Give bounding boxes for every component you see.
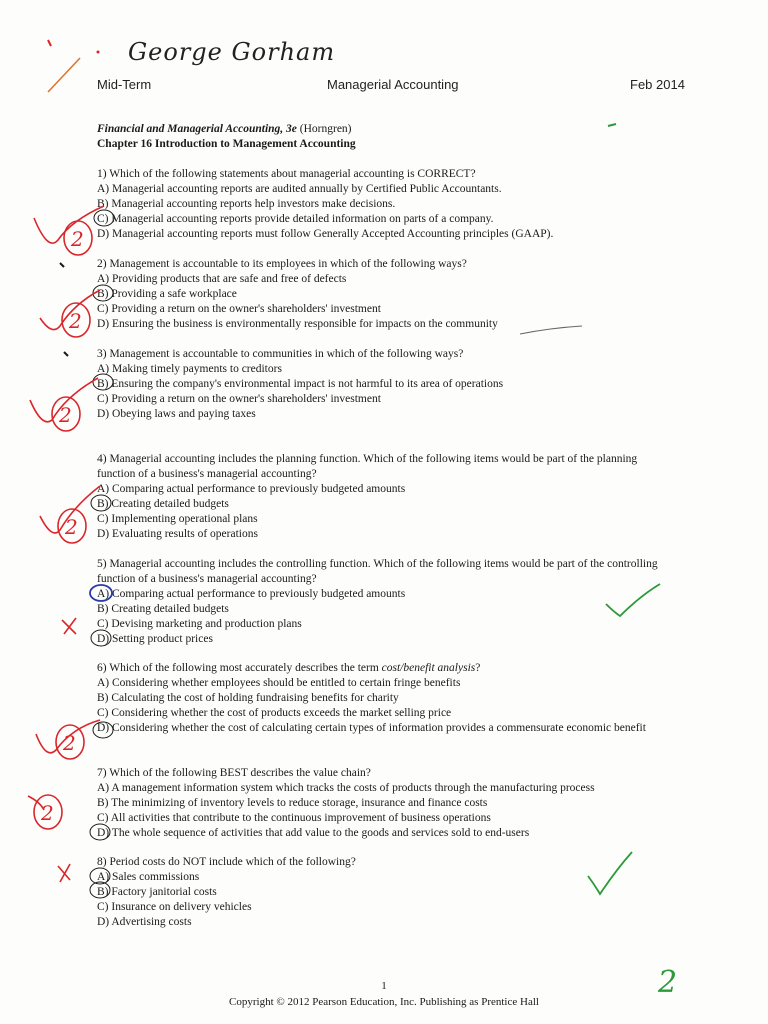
- answer-circle: [94, 210, 114, 226]
- stray-mark: [48, 40, 51, 46]
- option-a: A) A management information system which tracks the costs of products through the manufacturing process: [97, 782, 595, 794]
- stem-term: cost/benefit analysis: [381, 662, 476, 674]
- option-a: A) Sales commissions: [97, 871, 200, 883]
- question-stem: 5) Managerial accounting includes the controlling function. Which of the following items would be part of the controlling function of a business's managerial accounting?: [97, 558, 658, 585]
- green-check-icon: [588, 852, 632, 894]
- answer-circle: [90, 824, 110, 840]
- option-c: C) Managerial accounting reports provide detailed information on parts of a company.: [97, 213, 494, 225]
- header-left: Mid-Term: [97, 77, 152, 92]
- option-a: A) Comparing actual performance to previously budgeted amounts: [97, 588, 406, 600]
- question-stem: 3) Management is accountable to communities in which of the following ways?: [97, 348, 464, 360]
- option-c: C) Implementing operational plans: [97, 513, 258, 525]
- question-stem: 2) Management is accountable to its employees in which of the following ways?: [97, 258, 467, 270]
- option-c: C) Insurance on delivery vehicles: [97, 901, 252, 913]
- option-a: A) Managerial accounting reports are audited annually by Certified Public Accountants.: [97, 183, 502, 195]
- score-digit: 2: [41, 801, 54, 825]
- option-b: B) Creating detailed budgets: [97, 603, 229, 615]
- option-c: C) All activities that contribute to the continuous improvement of business operations: [97, 812, 491, 824]
- option-c: C) Providing a return on the owner's shareholders' investment: [97, 393, 381, 405]
- tick-icon: [64, 352, 68, 356]
- option-b: B) Creating detailed budgets: [97, 498, 229, 510]
- option-a: A) Providing products that are safe and free of defects: [97, 273, 347, 285]
- answer-circle: [91, 630, 111, 646]
- book-title: Financial and Managerial Accounting, 3e: [97, 123, 297, 135]
- answer-circle: [93, 374, 113, 390]
- score-digit: 2: [63, 731, 76, 755]
- tick-icon: [60, 263, 64, 267]
- stem-text: 6) Which of the following most accurately describes the term: [97, 662, 382, 674]
- option-d: D) Ensuring the business is environmentally responsible for impacts on the community: [97, 318, 498, 330]
- option-b: B) Ensuring the company's environmental impact is not harmful to its area of operations: [97, 378, 504, 390]
- green-check-icon: [606, 584, 660, 616]
- option-b: B) Managerial accounting reports help investors make decisions.: [97, 198, 396, 210]
- option-d: D) Evaluating results of operations: [97, 528, 258, 540]
- option-d: D) Setting product prices: [97, 633, 213, 645]
- stray-dot: [97, 51, 100, 54]
- option-a: A) Comparing actual performance to previously budgeted amounts: [97, 483, 406, 495]
- option-d: D) Managerial accounting reports must follow Generally Accepted Accounting principles (GAAP).: [97, 228, 554, 240]
- score-digit: 2: [71, 227, 84, 251]
- header-center: Managerial Accounting: [327, 77, 459, 92]
- student-name: George Gorham: [128, 38, 336, 66]
- x-mark-icon: [58, 864, 70, 882]
- stray-mark: [48, 58, 80, 92]
- answer-circle: [91, 495, 111, 511]
- question-stem: 4) Managerial accounting includes the planning function. Which of the following items would be part of the planning function of a business's managerial accounting?: [97, 453, 638, 480]
- option-a: A) Considering whether employees should be entitled to certain fringe benefits: [97, 677, 461, 689]
- option-c: C) Considering whether the cost of products exceeds the market selling price: [97, 707, 452, 719]
- x-mark-icon: [62, 618, 76, 634]
- book-author: (Horngren): [299, 123, 352, 135]
- option-b: B) Calculating the cost of holding fundraising benefits for charity: [97, 692, 399, 704]
- copyright: Copyright © 2012 Pearson Education, Inc. Publishing as Prentice Hall: [229, 996, 539, 1008]
- score-digit: 2: [69, 309, 82, 333]
- chapter-title: Chapter 16 Introduction to Management Accounting: [97, 138, 356, 150]
- option-a: A) Making timely payments to creditors: [97, 363, 282, 375]
- header-right: Feb 2014: [630, 77, 685, 92]
- option-d: D) The whole sequence of activities that add value to the goods and services sold to end-users: [97, 827, 530, 839]
- stray-mark: [608, 124, 616, 126]
- option-b: B) The minimizing of inventory levels to reduce storage, insurance and finance costs: [97, 797, 488, 809]
- stem-end: ?: [475, 662, 481, 674]
- option-c: C) Devising marketing and production plans: [97, 618, 302, 630]
- selected-answer-circle: [90, 585, 112, 601]
- option-b: B) Factory janitorial costs: [97, 886, 217, 898]
- question-stem: 7) Which of the following BEST describes the value chain?: [97, 767, 371, 779]
- option-b: B) Providing a safe workplace: [97, 288, 237, 300]
- stray-line: [520, 326, 582, 334]
- question-stem: 8) Period costs do NOT include which of the following?: [97, 856, 356, 868]
- option-d: D) Considering whether the cost of calculating certain types of information provides a commensurate economic benefit: [97, 722, 646, 734]
- score-digit: 2: [65, 515, 78, 539]
- total-mark: 2: [658, 965, 678, 1000]
- option-d: D) Advertising costs: [97, 916, 192, 928]
- page-number: 1: [381, 980, 387, 992]
- option-d: D) Obeying laws and paying taxes: [97, 408, 256, 420]
- option-c: C) Providing a return on the owner's shareholders' investment: [97, 303, 381, 315]
- score-digit: 2: [59, 403, 72, 427]
- question-stem: 1) Which of the following statements about managerial accounting is CORRECT?: [97, 168, 476, 180]
- answer-circle: [93, 722, 113, 738]
